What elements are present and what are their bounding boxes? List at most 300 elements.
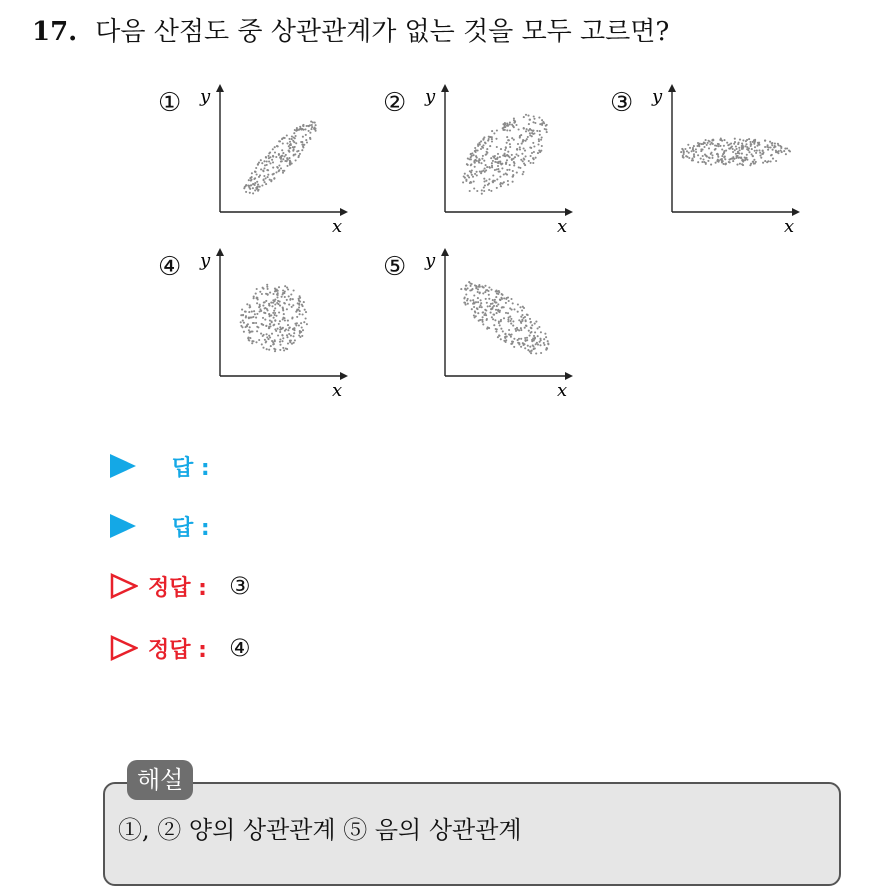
scatter-dot <box>543 338 545 340</box>
scatter-dot <box>286 348 288 350</box>
scatter-dot <box>263 175 265 177</box>
scatter-dot <box>543 342 545 344</box>
scatter-dot <box>243 187 245 189</box>
scatter-dot <box>246 324 248 326</box>
scatter-dot <box>274 328 276 330</box>
scatter-dot <box>288 145 290 147</box>
scatter-dot <box>500 185 502 187</box>
scatter-dot <box>269 162 271 164</box>
scatter-dot <box>520 338 522 340</box>
scatter-dot <box>292 328 294 330</box>
scatter-dot <box>293 289 295 291</box>
scatter-dot <box>477 297 479 299</box>
scatter-dot <box>290 335 292 337</box>
scatter-dot <box>253 296 255 298</box>
scatter-dot <box>293 132 295 134</box>
scatter-dot <box>265 183 267 185</box>
scatter-dot <box>525 114 527 116</box>
scatter-dot <box>286 287 288 289</box>
scatter-dot <box>295 142 297 144</box>
scatter-dot <box>778 150 780 152</box>
scatter-dot <box>305 139 307 141</box>
scatter-dot <box>289 147 291 149</box>
scatter-dot <box>482 138 484 140</box>
scatter-dot <box>518 319 520 321</box>
scatter-dot <box>480 299 482 301</box>
scatter-dot <box>736 164 738 166</box>
scatter-dot <box>259 308 261 310</box>
scatter-dot <box>498 311 500 313</box>
scatter-dot <box>475 151 477 153</box>
scatter-dot <box>476 171 478 173</box>
scatter-dot <box>256 173 258 175</box>
scatter-dot <box>302 125 304 127</box>
scatter-dot <box>711 139 713 141</box>
scatter-dot <box>528 160 530 162</box>
scatter-dot <box>496 187 498 189</box>
scatter-dot <box>547 340 549 342</box>
scatter-dot <box>482 155 484 157</box>
scatter-dot <box>509 121 511 123</box>
scatter-dot <box>530 331 532 333</box>
scatter-dot <box>269 156 271 158</box>
scatter-dot <box>290 293 292 295</box>
scatter-dot <box>474 147 476 149</box>
scatter-dot <box>267 338 269 340</box>
scatter-dot <box>507 184 509 186</box>
scatter-dot <box>497 168 499 170</box>
scatter-dot <box>289 340 291 342</box>
scatter-dot <box>465 293 467 295</box>
scatter-dot <box>288 333 290 335</box>
scatter-dot <box>505 341 507 343</box>
scatter-dot <box>248 339 250 341</box>
scatter-dot <box>762 162 764 164</box>
answer-label-1: 답 : <box>172 455 210 481</box>
scatter-dot <box>278 323 280 325</box>
scatter-dot <box>284 160 286 162</box>
scatter-dot <box>263 167 265 169</box>
scatter-dot <box>295 311 297 313</box>
scatter-dot <box>245 316 247 318</box>
scatter-dot <box>476 307 478 309</box>
scatter-dot <box>721 140 723 142</box>
scatter-dot <box>546 131 548 133</box>
scatter-dot <box>702 158 704 160</box>
scatter-dot <box>477 301 479 303</box>
scatter-dot <box>293 342 295 344</box>
scatter-dot <box>310 128 312 130</box>
scatter-dot <box>264 181 266 183</box>
scatter-dot <box>539 341 541 343</box>
scatter-dot <box>286 334 288 336</box>
scatter-dot <box>254 189 256 191</box>
scatter-dot <box>503 173 505 175</box>
scatter-dot <box>508 333 510 335</box>
scatter-dot <box>289 163 291 165</box>
scatter-dot <box>264 312 266 314</box>
scatter-dot <box>302 329 304 331</box>
scatter-dot <box>742 139 744 141</box>
scatter-dot <box>509 316 511 318</box>
scatter-dot <box>688 152 690 154</box>
scatter-dot <box>242 320 244 322</box>
scatter-dot <box>486 166 488 168</box>
scatter-dot <box>257 186 259 188</box>
scatter-dot <box>507 151 509 153</box>
scatter-dot <box>252 187 254 189</box>
scatter-dot <box>281 160 283 162</box>
option-2-ylabel: y <box>425 86 436 107</box>
scatter-dot <box>293 154 295 156</box>
scatter-dot <box>251 176 253 178</box>
scatter-dot <box>475 301 477 303</box>
option-4-ylabel: y <box>200 250 211 271</box>
scatter-dot <box>745 143 747 145</box>
scatter-dot <box>695 148 697 150</box>
scatter-dot <box>706 144 708 146</box>
scatter-dot <box>735 153 737 155</box>
scatter-dot <box>496 168 498 170</box>
scatter-dot <box>527 115 529 117</box>
scatter-dot <box>545 336 547 338</box>
scatter-dot <box>687 144 689 146</box>
scatter-dot <box>538 140 540 142</box>
scatter-dot <box>265 300 267 302</box>
scatter-dot <box>494 319 496 321</box>
scatter-dot <box>697 142 699 144</box>
scatter-dot <box>305 134 307 136</box>
scatter-dot <box>464 296 466 298</box>
scatter-dot <box>684 148 686 150</box>
scatter-dot <box>721 155 723 157</box>
scatter-dot <box>269 325 271 327</box>
scatter-dot <box>501 163 503 165</box>
scatter-dot <box>259 186 261 188</box>
scatter-dot <box>508 329 510 331</box>
scatter-dot <box>286 134 288 136</box>
scatter-dot <box>273 317 275 319</box>
scatter-dot <box>476 190 478 192</box>
scatter-dot <box>294 129 296 131</box>
scatter-dot <box>705 162 707 164</box>
scatter-dot <box>471 174 473 176</box>
scatter-dot <box>305 317 307 319</box>
scatter-dot <box>471 288 473 290</box>
option-3-plot[interactable] <box>610 84 800 237</box>
scatter-dot <box>279 305 281 307</box>
scatter-dot <box>533 145 535 147</box>
scatter-dot <box>500 319 502 321</box>
scatter-dot <box>268 160 270 162</box>
scatter-dot <box>488 327 490 329</box>
scatter-dot <box>293 149 295 151</box>
scatter-dot <box>705 139 707 141</box>
explanation-text: ①, ② 양의 상관관계 ⑤ 음의 상관관계 <box>118 816 522 844</box>
scatter-dot <box>297 302 299 304</box>
scatter-dot <box>271 159 273 161</box>
scatter-dot <box>301 326 303 328</box>
scatter-dot <box>479 306 481 308</box>
scatter-dot <box>681 148 683 150</box>
scatter-dot <box>490 289 492 291</box>
scatter-dot <box>473 187 475 189</box>
scatter-dot <box>723 145 725 147</box>
scatter-dot <box>268 327 270 329</box>
correct-answer-row-2 <box>110 630 250 666</box>
scatter-dot <box>257 184 259 186</box>
scatter-dot <box>308 130 310 132</box>
scatter-dot <box>483 178 485 180</box>
scatter-dot <box>485 169 487 171</box>
scatter-dot <box>537 335 539 337</box>
scatter-dot <box>483 190 485 192</box>
scatter-dot <box>288 157 290 159</box>
scatter-dot <box>470 285 472 287</box>
scatter-dot <box>505 302 507 304</box>
scatter-dot <box>488 138 490 140</box>
scatter-dot <box>296 127 298 129</box>
scatter-dot <box>748 138 750 140</box>
option-2-marker: ② <box>383 88 407 118</box>
question <box>32 12 669 52</box>
scatter-dot <box>728 161 730 163</box>
scatter-dot <box>252 340 254 342</box>
option-4-plot[interactable] <box>158 248 348 401</box>
scatter-dot <box>482 316 484 318</box>
option-3-scatter <box>610 84 800 237</box>
scatter-dot <box>492 174 494 176</box>
scatter-dot <box>734 138 736 140</box>
scatter-dot <box>494 180 496 182</box>
scatter-dot <box>722 160 724 162</box>
scatter-dot <box>304 309 306 311</box>
scatter-dot <box>247 184 249 186</box>
scatter-dot <box>490 312 492 314</box>
scatter-dot <box>479 319 481 321</box>
scatter-dot <box>275 171 277 173</box>
scatter-dot <box>506 129 508 131</box>
scatter-dot <box>509 123 511 125</box>
scatter-dot <box>245 184 247 186</box>
option-5-scatter <box>383 248 573 401</box>
scatter-dot <box>488 298 490 300</box>
scatter-dot <box>737 151 739 153</box>
scatter-dot <box>496 178 498 180</box>
scatter-dot <box>491 316 493 318</box>
scatter-dot <box>750 145 752 147</box>
scatter-dot <box>499 298 501 300</box>
scatter-dot <box>300 331 302 333</box>
scatter-dot <box>287 329 289 331</box>
scatter-dot <box>488 178 490 180</box>
scatter-dot <box>272 167 274 169</box>
scatter-dot <box>523 116 525 118</box>
scatter-dot <box>493 132 495 134</box>
scatter-dot <box>710 164 712 166</box>
scatter-dot <box>303 301 305 303</box>
scatter-dot <box>720 137 722 139</box>
scatter-dot <box>513 346 515 348</box>
scatter-dot <box>492 299 494 301</box>
scatter-dot <box>507 312 509 314</box>
scatter-dot <box>499 160 501 162</box>
scatter-dot <box>707 142 709 144</box>
scatter-dot <box>513 117 515 119</box>
option-2-xlabel: x <box>557 216 568 237</box>
explanation-tag: 해설 <box>127 760 193 800</box>
scatter-dot <box>758 144 760 146</box>
scatter-dot <box>279 156 281 158</box>
scatter-dot <box>249 337 251 339</box>
scatter-dot <box>268 313 270 315</box>
scatter-dot <box>262 347 264 349</box>
scatter-dot <box>721 158 723 160</box>
scatter-dot <box>289 160 291 162</box>
scatter-dot <box>775 160 777 162</box>
scatter-dot <box>723 139 725 141</box>
scatter-dot <box>512 170 514 172</box>
scatter-dot <box>746 146 748 148</box>
scatter-dot <box>522 173 524 175</box>
scatter-dot <box>537 143 539 145</box>
scatter-dot <box>460 288 462 290</box>
scatter-dot <box>278 164 280 166</box>
scatter-dot <box>476 174 478 176</box>
scatter-dot <box>711 157 713 159</box>
scatter-dot <box>296 150 298 152</box>
scatter-dot <box>497 153 499 155</box>
scatter-dot <box>780 149 782 151</box>
scatter-dot <box>287 342 289 344</box>
scatter-dot <box>683 153 685 155</box>
scatter-dot <box>272 156 274 158</box>
scatter-dot <box>533 132 535 134</box>
scatter-dot <box>507 318 509 320</box>
scatter-dot <box>248 317 250 319</box>
scatter-dot <box>718 143 720 145</box>
scatter-dot <box>268 152 270 154</box>
scatter-dot <box>491 162 493 164</box>
scatter-dot <box>511 158 513 160</box>
scatter-dot <box>760 157 762 159</box>
scatter-dot <box>481 193 483 195</box>
scatter-dot <box>529 119 531 121</box>
scatter-dot <box>286 142 288 144</box>
scatter-dot <box>484 167 486 169</box>
scatter-dot <box>524 150 526 152</box>
option-5-marker: ⑤ <box>383 252 407 282</box>
scatter-dot <box>473 180 475 182</box>
scatter-dot <box>751 148 753 150</box>
scatter-dot <box>509 164 511 166</box>
scatter-dot <box>500 338 502 340</box>
scatter-dot <box>282 158 284 160</box>
scatter-dot <box>527 136 529 138</box>
scatter-dot <box>511 333 513 335</box>
scatter-dot <box>753 143 755 145</box>
scatter-dot <box>268 349 270 351</box>
scatter-dot <box>276 296 278 298</box>
scatter-dot <box>282 318 284 320</box>
scatter-dot <box>496 328 498 330</box>
scatter-dot <box>535 352 537 354</box>
scatter-dot <box>282 172 284 174</box>
scatter-dot <box>703 146 705 148</box>
scatter-dot <box>267 155 269 157</box>
scatter-dot <box>252 192 254 194</box>
scatter-dot <box>262 305 264 307</box>
scatter-dot <box>313 128 315 130</box>
scatter-dot <box>245 326 247 328</box>
scatter-dot <box>509 143 511 145</box>
question-number: 17. <box>32 17 78 47</box>
scatter-dot <box>496 312 498 314</box>
scatter-dot <box>294 137 296 139</box>
scatter-dot <box>518 128 520 130</box>
scatter-dot <box>481 189 483 191</box>
option-5-plot[interactable] <box>383 248 573 401</box>
scatter-dot <box>512 302 514 304</box>
scatter-dot <box>494 299 496 301</box>
option-1-xlabel: x <box>332 216 343 237</box>
scatter-dot <box>753 159 755 161</box>
scatter-dot <box>506 136 508 138</box>
scatter-dot <box>528 330 530 332</box>
scatter-dot <box>499 156 501 158</box>
scatter-dot <box>295 324 297 326</box>
option-4-marker: ④ <box>158 252 182 282</box>
scatter-dot <box>541 119 543 121</box>
scatter-dot <box>298 334 300 336</box>
scatter-dot <box>483 314 485 316</box>
scatter-dot <box>511 343 513 345</box>
scatter-dot <box>462 181 464 183</box>
scatter-dot <box>286 299 288 301</box>
scatter-dot <box>764 139 766 141</box>
scatter-dot <box>721 148 723 150</box>
scatter-dot <box>294 146 296 148</box>
scatter-dot <box>762 153 764 155</box>
scatter-dot <box>270 302 272 304</box>
scatter-dot <box>777 144 779 146</box>
option-1-marker: ① <box>158 88 182 118</box>
scatter-dot <box>755 152 757 154</box>
scatter-dot <box>499 324 501 326</box>
scatter-dot <box>536 130 538 132</box>
scatter-dot <box>282 347 284 349</box>
scatter-dot <box>519 148 521 150</box>
scatter-dot <box>251 311 253 313</box>
scatter-dot <box>248 187 250 189</box>
scatter-dot <box>728 159 730 161</box>
scatter-dot <box>241 309 243 311</box>
scatter-dot <box>732 148 734 150</box>
scatter-dot <box>727 144 729 146</box>
scatter-dot <box>500 328 502 330</box>
option-2-plot[interactable] <box>383 84 573 237</box>
scatter-dot <box>501 167 503 169</box>
scatter-dot <box>271 305 273 307</box>
scatter-dot <box>497 336 499 338</box>
option-1-plot[interactable] <box>158 84 348 237</box>
scatter-dot <box>278 170 280 172</box>
scatter-dot <box>482 312 484 314</box>
scatter-dot <box>484 285 486 287</box>
scatter-dot <box>255 341 257 343</box>
scatter-dot <box>689 147 691 149</box>
scatter-dot <box>274 307 276 309</box>
